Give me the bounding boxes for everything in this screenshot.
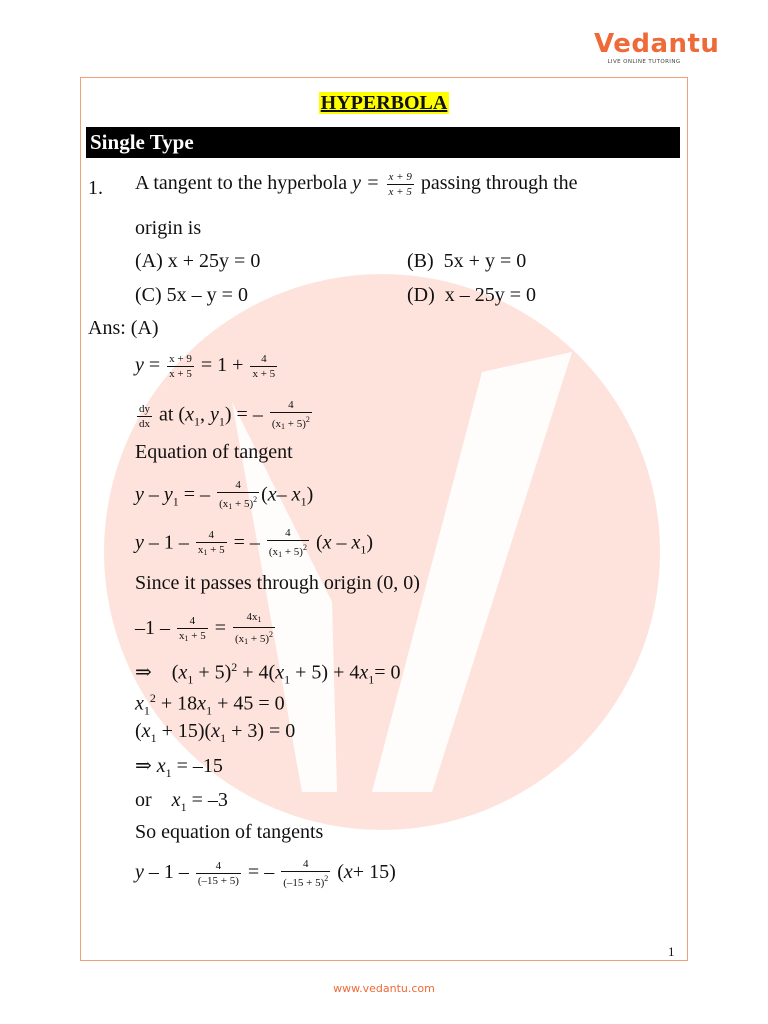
step-derivative: $\frac{dy}{dx}$ at ($x_1$, $y_1$) = – $\frac{4}{(x1 + 5)^2}$ [139,399,310,431]
option-c: (C) 5x – y = 0 [135,284,248,306]
equation-of-tangents-heading: So equation of tangents [135,821,324,843]
step-root-2: or $x_1 = -3$ [135,789,228,814]
question-line-1: A tangent to the hyperbola y = $\frac{x + 9}{x + 5}$ passing through the [135,171,578,198]
vedantu-logo [594,29,720,65]
option-a: (A) x + 25y = 0 [135,250,261,272]
equation-of-tangent-heading: Equation of tangent [135,441,293,463]
step-factor: $(x_1 + 15)(x_1 + 3) = 0$ [135,720,296,745]
page-title: HYPERBOLA [320,92,448,114]
step-y-equals: y = $\frac{x + 9}{x + 5}$ = 1 + $\frac{4}{x + 5}$ [135,353,276,380]
option-d: (D) x – 25y = 0 [407,284,537,306]
step-tangent-eq: y – $y_1$ = – $\frac{4}{(x1 + 5)^2}$ (x– $x_1$) [135,479,314,511]
footer-url[interactable]: www.vedantu.com [333,982,435,995]
question-line-2: origin is [135,217,202,239]
step-final-eq: y – 1 – $\frac{4}{(-15 + 5)}$ = – $\frac{4}{(-15 + 5)^2}$ (x+ 15) [135,858,396,889]
step-substitute: y – 1 – $\frac{4}{x1 + 5}$ = – $\frac{4}{(x1 + 5)^2}$ $(x - x_1)$ [135,527,374,559]
fraction: $\frac{x + 9}{x + 5}$ [388,171,412,198]
step-root-1: ⇒ $x_1 = -15$ [135,755,223,780]
origin-heading: Since it passes through origin (0, 0) [135,572,420,594]
step-origin-eq: –1 – $\frac{4}{x1 + 5}$ = $\frac{4x1}{(x1 + 5)^2}$ [135,611,274,646]
logo-wordmark: Vedantu [594,29,720,59]
page-number: 1 [668,944,675,959]
section-header: Single Type [86,127,680,158]
step-expand: ⇒ $(x_1 + 5)^2 + 4(x_1 + 5) + 4x_1= 0$ [135,660,401,687]
option-b: (B) 5x + y = 0 [407,250,527,272]
step-quadratic: $x_1^2 + 18x_1 + 45 = 0$ [135,691,285,718]
answer-label: Ans: (A) [88,317,159,339]
logo-tagline: LIVE ONLINE TUTORING [607,59,681,65]
question-number: 1. [88,177,103,199]
